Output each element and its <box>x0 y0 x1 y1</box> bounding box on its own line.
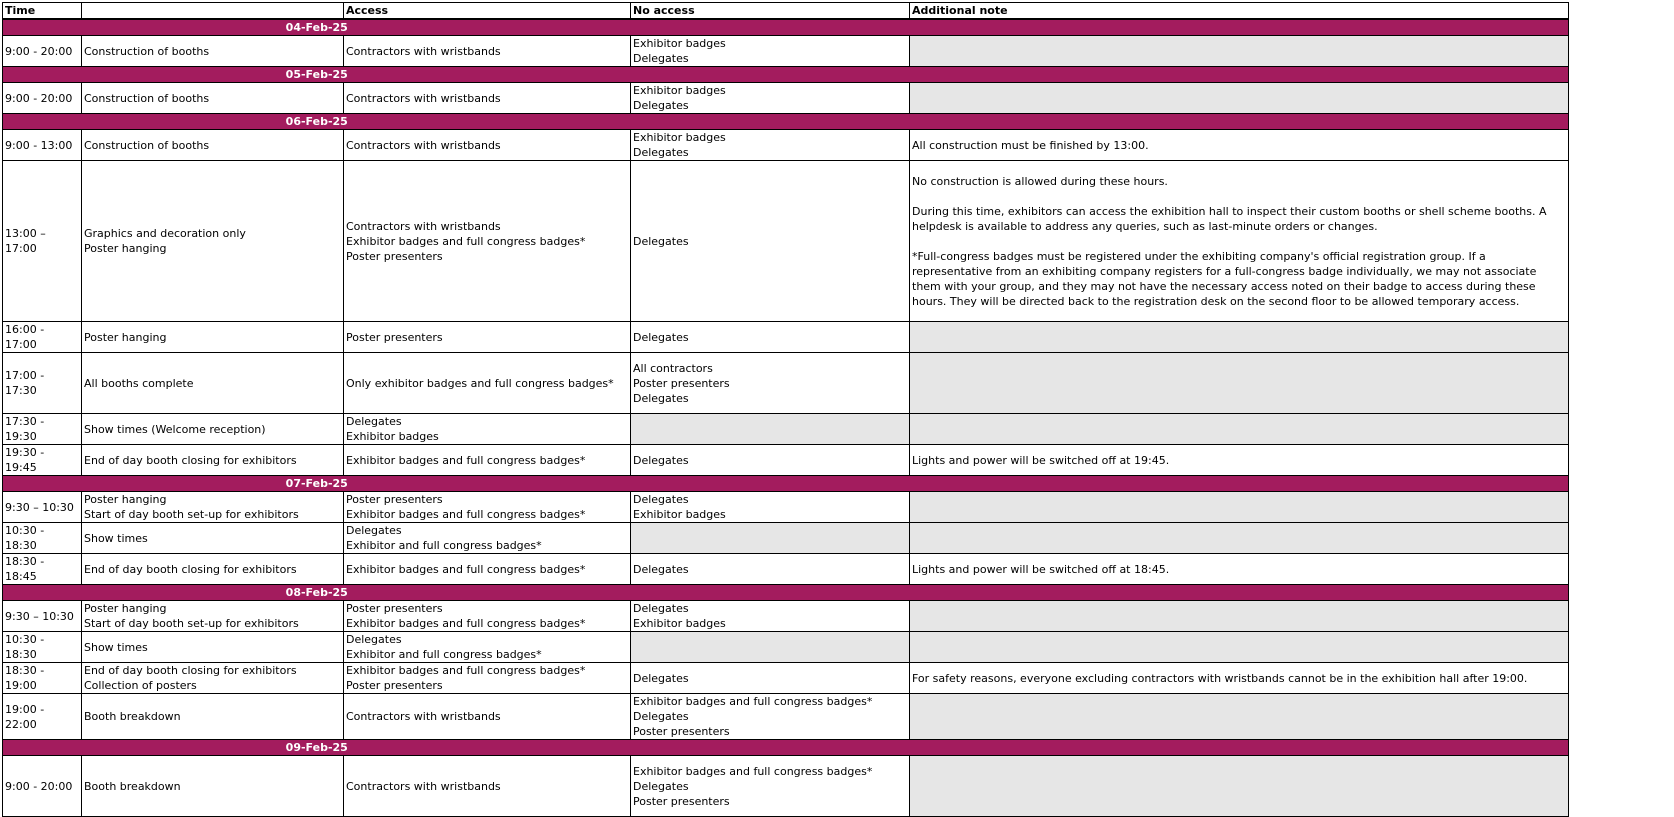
date-band-fill <box>631 67 1569 83</box>
table-row <box>3 632 1569 663</box>
cell-note[interactable] <box>910 353 1569 414</box>
cell-no-access[interactable]: Delegates <box>631 554 910 585</box>
cell-activity[interactable]: All booths complete <box>82 353 344 414</box>
schedule-table <box>2 2 1569 817</box>
cell-time[interactable]: 17:30 - 19:30 <box>3 414 82 445</box>
cell-time[interactable]: 19:30 - 19:45 <box>3 445 82 476</box>
cell-activity[interactable]: Construction of booths <box>82 130 344 161</box>
cell-access[interactable]: Contractors with wristbands Exhibitor badges and full congress badges* Poster presenters <box>344 161 631 322</box>
cell-time[interactable]: 10:30 - 18:30 <box>3 523 82 554</box>
cell-time[interactable]: 16:00 - 17:00 <box>3 322 82 353</box>
cell-time[interactable]: 9:30 – 10:30 <box>3 492 82 523</box>
table-row <box>3 663 1569 694</box>
date-band-row <box>3 476 1569 492</box>
cell-no-access[interactable]: Delegates <box>631 322 910 353</box>
cell-note[interactable] <box>910 322 1569 353</box>
cell-access[interactable]: Contractors with wristbands <box>344 756 631 817</box>
cell-note[interactable] <box>910 632 1569 663</box>
cell-access[interactable]: Delegates Exhibitor and full congress badges* <box>344 523 631 554</box>
cell-time[interactable]: 18:30 - 19:00 <box>3 663 82 694</box>
cell-note[interactable]: Lights and power will be switched off at 19:45. <box>910 445 1569 476</box>
header-no-access[interactable]: No access <box>631 3 910 20</box>
header-additional-note[interactable]: Additional note <box>910 3 1569 20</box>
cell-note[interactable] <box>910 694 1569 740</box>
date-band-row <box>3 114 1569 130</box>
cell-no-access[interactable]: Exhibitor badges Delegates <box>631 36 910 67</box>
cell-no-access[interactable]: Delegates Exhibitor badges <box>631 601 910 632</box>
cell-no-access[interactable] <box>631 523 910 554</box>
cell-no-access[interactable]: Delegates <box>631 445 910 476</box>
cell-no-access[interactable]: All contractors Poster presenters Delegates <box>631 353 910 414</box>
cell-access[interactable]: Delegates Exhibitor and full congress badges* <box>344 632 631 663</box>
cell-activity[interactable]: Poster hanging Start of day booth set-up for exhibitors <box>82 492 344 523</box>
cell-access[interactable]: Contractors with wristbands <box>344 83 631 114</box>
cell-activity[interactable]: Show times <box>82 632 344 663</box>
cell-activity[interactable]: Show times (Welcome reception) <box>82 414 344 445</box>
cell-time[interactable]: 17:00 - 17:30 <box>3 353 82 414</box>
cell-access[interactable]: Poster presenters Exhibitor badges and full congress badges* <box>344 492 631 523</box>
cell-note[interactable] <box>910 492 1569 523</box>
cell-access[interactable]: Only exhibitor badges and full congress badges* <box>344 353 631 414</box>
cell-no-access[interactable]: Exhibitor badges Delegates <box>631 130 910 161</box>
cell-no-access[interactable]: Delegates Exhibitor badges <box>631 492 910 523</box>
cell-time[interactable]: 9:00 - 13:00 <box>3 130 82 161</box>
cell-no-access[interactable]: Exhibitor badges Delegates <box>631 83 910 114</box>
date-band-cell: 08-Feb-25 <box>3 585 631 601</box>
cell-access[interactable]: Poster presenters Exhibitor badges and full congress badges* <box>344 601 631 632</box>
date-band-fill <box>631 740 1569 756</box>
table-row <box>3 353 1569 414</box>
date-band-cell: 07-Feb-25 <box>3 476 631 492</box>
cell-no-access[interactable] <box>631 632 910 663</box>
header-row <box>3 3 1569 20</box>
cell-activity[interactable]: Graphics and decoration only Poster hanging <box>82 161 344 322</box>
cell-note[interactable]: No construction is allowed during these hours. During this time, exhibitors can access the exhibition hall to inspect their custom booths or shell scheme booths. A helpdesk is available to address any queries, such as last-minute orders or changes. *Full-congress badges must be registered under the exhibiting company's official registration group. If a representative from an exhibiting company registers for a full-congress badge individually, we may not associate them with your group, and they may not have the necessary access noted on their badge to access during these hours. They will be directed back to the registration desk on the second floor to be allowed temporary access. <box>910 161 1569 322</box>
table-row <box>3 445 1569 476</box>
table-row <box>3 322 1569 353</box>
cell-access[interactable]: Poster presenters <box>344 322 631 353</box>
cell-time[interactable]: 9:00 - 20:00 <box>3 36 82 67</box>
cell-no-access[interactable]: Delegates <box>631 663 910 694</box>
cell-time[interactable]: 10:30 - 18:30 <box>3 632 82 663</box>
cell-note[interactable] <box>910 601 1569 632</box>
cell-time[interactable]: 18:30 - 18:45 <box>3 554 82 585</box>
date-band-cell: 04-Feb-25 <box>3 19 631 36</box>
date-band-cell: 09-Feb-25 <box>3 740 631 756</box>
header-time[interactable]: Time <box>3 3 82 20</box>
schedule-body <box>3 19 1569 817</box>
table-row <box>3 523 1569 554</box>
cell-note[interactable] <box>910 83 1569 114</box>
table-row <box>3 601 1569 632</box>
table-row <box>3 130 1569 161</box>
cell-access[interactable]: Exhibitor badges and full congress badges* Poster presenters <box>344 663 631 694</box>
cell-activity[interactable]: End of day booth closing for exhibitors Collection of posters <box>82 663 344 694</box>
table-row <box>3 36 1569 67</box>
cell-note[interactable] <box>910 414 1569 445</box>
date-band-fill <box>631 476 1569 492</box>
cell-access[interactable]: Contractors with wristbands <box>344 694 631 740</box>
cell-note[interactable] <box>910 523 1569 554</box>
date-band-row <box>3 740 1569 756</box>
cell-note[interactable] <box>910 36 1569 67</box>
cell-time[interactable]: 13:00 – 17:00 <box>3 161 82 322</box>
date-band-fill <box>631 585 1569 601</box>
cell-access[interactable]: Contractors with wristbands <box>344 130 631 161</box>
table-row <box>3 83 1569 114</box>
header-access[interactable]: Access <box>344 3 631 20</box>
cell-activity[interactable]: Booth breakdown <box>82 694 344 740</box>
cell-no-access[interactable]: Exhibitor badges and full congress badges* Delegates Poster presenters <box>631 694 910 740</box>
date-band-row <box>3 585 1569 601</box>
date-band-fill <box>631 114 1569 130</box>
cell-access[interactable]: Exhibitor badges and full congress badges* <box>344 554 631 585</box>
cell-no-access[interactable]: Delegates <box>631 161 910 322</box>
table-row <box>3 756 1569 817</box>
date-band-row <box>3 19 1569 36</box>
date-band-cell: 05-Feb-25 <box>3 67 631 83</box>
cell-note[interactable]: All construction must be finished by 13:00. <box>910 130 1569 161</box>
cell-activity[interactable]: End of day booth closing for exhibitors <box>82 445 344 476</box>
cell-no-access[interactable] <box>631 414 910 445</box>
cell-activity[interactable]: Show times <box>82 523 344 554</box>
cell-activity[interactable]: Poster hanging Start of day booth set-up for exhibitors <box>82 601 344 632</box>
cell-activity[interactable]: Construction of booths <box>82 83 344 114</box>
cell-access[interactable]: Delegates Exhibitor badges <box>344 414 631 445</box>
table-row <box>3 161 1569 322</box>
cell-time[interactable]: 9:00 - 20:00 <box>3 756 82 817</box>
date-band-fill <box>631 19 1569 36</box>
cell-access[interactable]: Contractors with wristbands <box>344 36 631 67</box>
table-row <box>3 414 1569 445</box>
cell-activity[interactable]: End of day booth closing for exhibitors <box>82 554 344 585</box>
date-band-row <box>3 67 1569 83</box>
cell-activity[interactable]: Booth breakdown <box>82 756 344 817</box>
cell-time[interactable]: 9:00 - 20:00 <box>3 83 82 114</box>
table-row <box>3 694 1569 740</box>
cell-activity[interactable]: Poster hanging <box>82 322 344 353</box>
cell-note[interactable]: Lights and power will be switched off at 18:45. <box>910 554 1569 585</box>
cell-note[interactable] <box>910 756 1569 817</box>
table-row <box>3 492 1569 523</box>
cell-note[interactable]: For safety reasons, everyone excluding contractors with wristbands cannot be in the exhibition hall after 19:00. <box>910 663 1569 694</box>
cell-no-access[interactable]: Exhibitor badges and full congress badges* Delegates Poster presenters <box>631 756 910 817</box>
cell-activity[interactable]: Construction of booths <box>82 36 344 67</box>
table-row <box>3 554 1569 585</box>
cell-time[interactable]: 19:00 - 22:00 <box>3 694 82 740</box>
cell-access[interactable]: Exhibitor badges and full congress badges* <box>344 445 631 476</box>
header-activity[interactable] <box>82 3 344 20</box>
date-band-cell: 06-Feb-25 <box>3 114 631 130</box>
cell-time[interactable]: 9:30 – 10:30 <box>3 601 82 632</box>
